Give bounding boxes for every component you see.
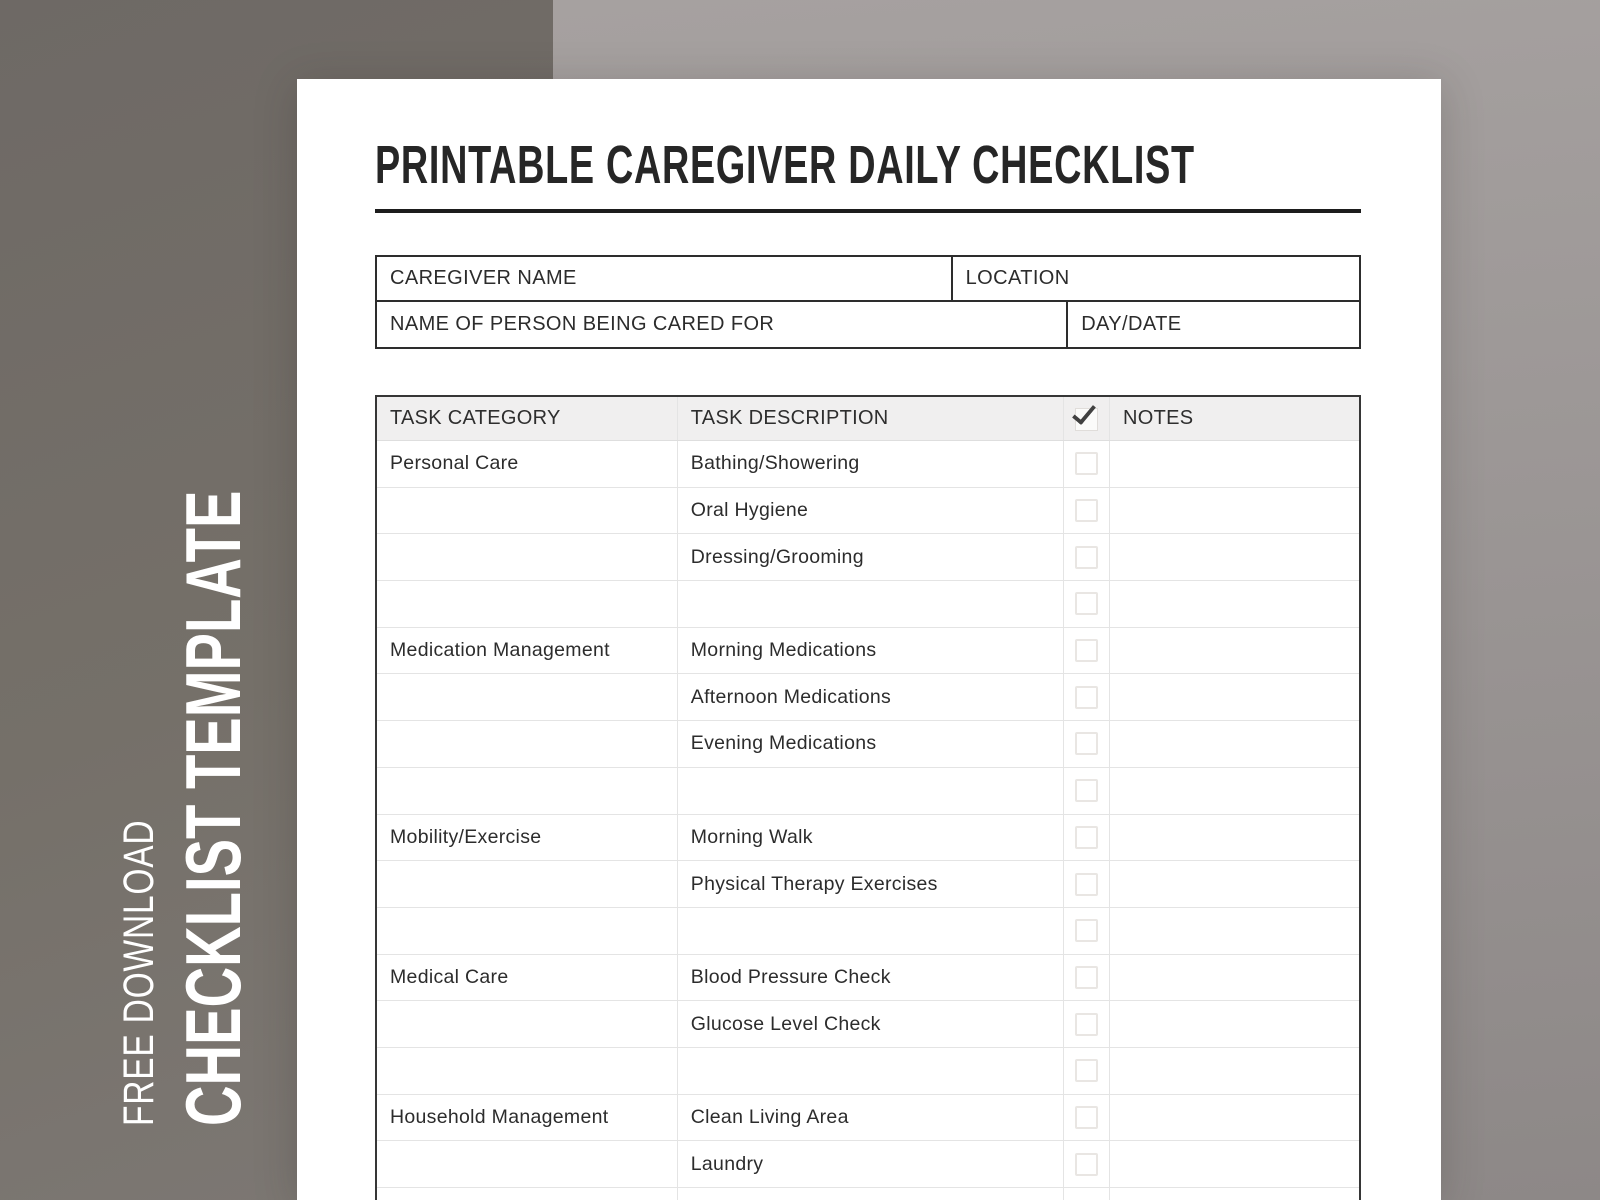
notes-cell [1110, 488, 1359, 534]
header-notes: NOTES [1123, 407, 1194, 429]
task-category-cell: Household Management [377, 1095, 678, 1141]
notes-cell [1110, 534, 1359, 580]
day-date-field: DAY/DATE [1066, 302, 1359, 347]
task-description-cell: Dressing/Grooming [678, 534, 1064, 580]
notes-cell [1110, 1141, 1359, 1187]
task-description-cell [678, 1048, 1064, 1094]
header-task-description: TASK DESCRIPTION [678, 397, 1064, 440]
document-page [297, 79, 1441, 1200]
notes-cell [1110, 674, 1359, 720]
task-description-cell [678, 581, 1064, 627]
checkbox[interactable] [1075, 592, 1098, 615]
check-cell [1064, 674, 1110, 720]
checkbox[interactable] [1075, 1106, 1098, 1129]
task-table [375, 395, 1361, 1200]
table-row [377, 768, 1359, 815]
check-cell [1064, 628, 1110, 674]
task-category-cell [377, 721, 678, 767]
table-row [377, 815, 1359, 862]
checkbox[interactable] [1075, 546, 1098, 569]
notes-cell [1110, 861, 1359, 907]
task-category-cell [377, 534, 678, 580]
check-cell [1064, 1001, 1110, 1047]
check-cell [1064, 581, 1110, 627]
task-category-cell: Medication Management [377, 628, 678, 674]
check-cell [1064, 861, 1110, 907]
table-row [377, 908, 1359, 955]
title-divider [375, 209, 1361, 213]
notes-cell [1110, 768, 1359, 814]
notes-cell [1110, 815, 1359, 861]
table-row [377, 861, 1359, 908]
notes-cell [1110, 628, 1359, 674]
notes-cell [1110, 581, 1359, 627]
checkbox[interactable] [1075, 1059, 1098, 1082]
checkbox[interactable] [1075, 966, 1098, 989]
task-category-cell [377, 488, 678, 534]
task-description-cell: Oral Hygiene [678, 488, 1064, 534]
checkbox[interactable] [1075, 499, 1098, 522]
task-description-cell: Clean Living Area [678, 1095, 1064, 1141]
check-cell [1064, 815, 1110, 861]
task-table-body [377, 441, 1359, 1200]
checkbox[interactable] [1075, 873, 1098, 896]
checkbox[interactable] [1075, 452, 1098, 475]
task-description-cell: Morning Walk [678, 815, 1064, 861]
table-row [377, 674, 1359, 721]
task-description-cell: Blood Pressure Check [678, 955, 1064, 1001]
task-description-cell: Morning Medications [678, 628, 1064, 674]
task-description-cell [678, 908, 1064, 954]
table-row [377, 581, 1359, 628]
check-cell [1064, 488, 1110, 534]
checkbox[interactable] [1075, 919, 1098, 942]
task-category-cell [377, 674, 678, 720]
notes-cell [1110, 908, 1359, 954]
check-cell [1064, 768, 1110, 814]
task-category-cell [377, 908, 678, 954]
notes-cell [1110, 1001, 1359, 1047]
task-description-cell: Glucose Level Check [678, 1001, 1064, 1047]
check-cell [1064, 534, 1110, 580]
caregiver-name-field: CAREGIVER NAME [390, 267, 577, 289]
check-cell [1064, 1095, 1110, 1141]
task-description-cell [678, 1188, 1064, 1200]
task-category-cell [377, 1001, 678, 1047]
notes-cell [1110, 1048, 1359, 1094]
task-category-cell [377, 1048, 678, 1094]
checkbox[interactable] [1075, 1153, 1098, 1176]
task-category-cell: Medical Care [377, 955, 678, 1001]
check-cell [1064, 1188, 1110, 1200]
notes-cell [1110, 721, 1359, 767]
checkbox[interactable] [1075, 779, 1098, 802]
info-row-1 [377, 257, 1359, 302]
table-row [377, 1048, 1359, 1095]
notes-cell [1110, 1095, 1359, 1141]
header-task-category: TASK CATEGORY [377, 397, 678, 440]
task-table-header [377, 397, 1359, 441]
notes-cell [1110, 441, 1359, 487]
checkbox[interactable] [1075, 639, 1098, 662]
sidebar-free-download-label: FREE DOWNLOAD [115, 819, 163, 1126]
task-description-cell: Bathing/Showering [678, 441, 1064, 487]
task-category-cell: Personal Care [377, 441, 678, 487]
task-description-cell: Afternoon Medications [678, 674, 1064, 720]
task-description-cell: Evening Medications [678, 721, 1064, 767]
table-row [377, 441, 1359, 488]
table-row [377, 955, 1359, 1002]
check-cell [1064, 441, 1110, 487]
task-category-cell: Mobility/Exercise [377, 815, 678, 861]
task-description-cell: Laundry [678, 1141, 1064, 1187]
checkbox[interactable] [1075, 826, 1098, 849]
task-description-cell: Physical Therapy Exercises [678, 861, 1064, 907]
task-category-cell [377, 581, 678, 627]
checkbox[interactable] [1075, 1013, 1098, 1036]
location-field: LOCATION [951, 257, 1359, 300]
task-description-cell [678, 768, 1064, 814]
table-row [377, 721, 1359, 768]
task-category-cell [377, 768, 678, 814]
table-row [377, 1188, 1359, 1200]
checkbox[interactable] [1075, 686, 1098, 709]
notes-cell [1110, 955, 1359, 1001]
check-cell [1064, 1048, 1110, 1094]
care-recipient-field: NAME OF PERSON BEING CARED FOR [390, 313, 775, 335]
table-row [377, 1141, 1359, 1188]
sidebar-template-label: CHECKLIST TEMPLATE [169, 490, 257, 1126]
check-cell [1064, 955, 1110, 1001]
task-category-cell [377, 1188, 678, 1200]
page-title: PRINTABLE CAREGIVER DAILY CHECKLIST [375, 135, 1195, 195]
table-row [377, 534, 1359, 581]
info-row-2 [377, 302, 1359, 347]
table-row [377, 1001, 1359, 1048]
table-row [377, 1095, 1359, 1142]
table-row [377, 488, 1359, 535]
info-table [375, 255, 1361, 349]
task-category-cell [377, 1141, 678, 1187]
notes-cell [1110, 1188, 1359, 1200]
check-cell [1064, 1141, 1110, 1187]
checkbox[interactable] [1075, 732, 1098, 755]
check-cell [1064, 721, 1110, 767]
table-row [377, 628, 1359, 675]
task-category-cell [377, 861, 678, 907]
check-cell [1064, 908, 1110, 954]
header-check-column [1064, 397, 1110, 440]
